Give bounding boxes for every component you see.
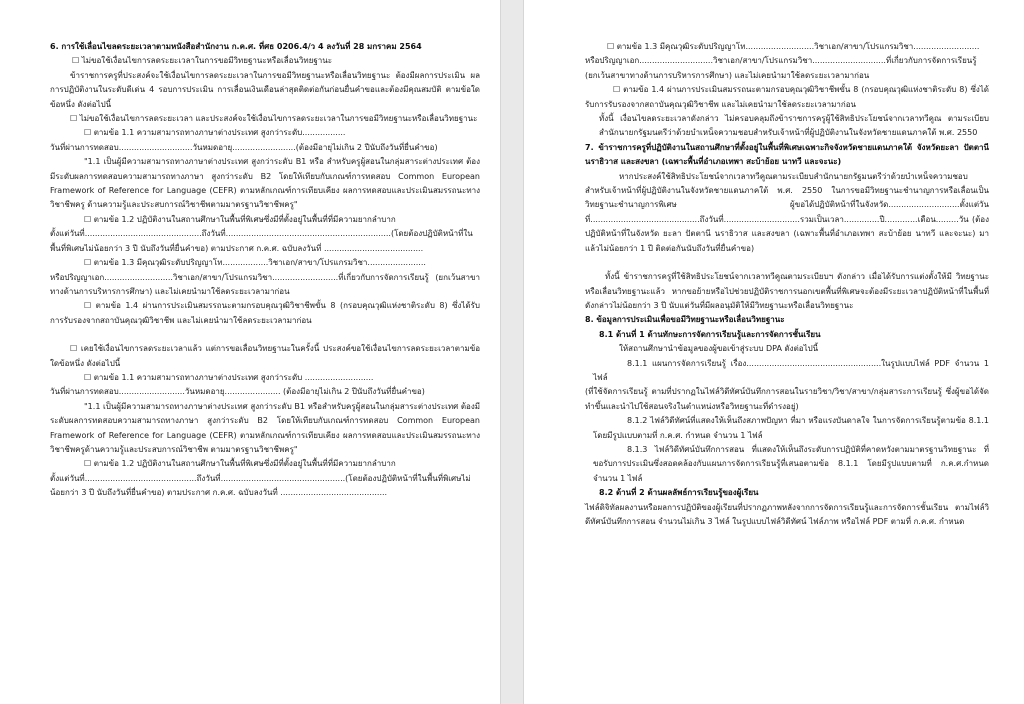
section-heading: 8. ข้อมูลการประเมินเพื่อขอมีวิทยฐานะหรือเลื่อนวิทยฐานะ [585,315,785,325]
paragraph: 8.1.2 ไฟล์วิดีทัศน์ที่แสดงให้เห็นถึงสภาพปัญหา ที่มา หรือแรงบันดาลใจ ในการจัดการเรียนรู้ตามข้อ 8.1.1 โดยมีรูปแบบตามที่ ก.ค.ศ. กำหนด จำนวน 1 ไฟล์ [593,416,992,440]
paragraph: ตั้งแต่วันที่............................................ถึงวันที่.................................................(โดยต้องปฏิบัติหน้าที่ในพื้นที่พิเศษไม่น้อยกว่า 3 ปี นับถึงวันที่ยื่นคำขอ) ตามประกาศ ก.ค.ศ. ฉบับลงวันที่ .......................................... [50,473,471,498]
paragraph: 8.1.3 ไฟล์วิดีทัศน์บันทึกการสอน ที่แสดงให้เห็นถึงระดับการปฏิบัติที่คาดหวังตามมาตรฐานวิทยฐานะ ที่ขอรับการประเมินซึ่งสอดคล้องกับแผนการจัดการเรียนรู้ที่เสนอตามข้อ 8.1.1 โดยมีรูปแบบตามที่ ก.ค.ศ.กำหนด จำนวน 1 ไฟล์ [593,444,992,483]
paragraph: ไฟล์ดิจิทัลผลงานหรือผลการปฏิบัติของผู้เรียนที่ปรากฏภาพหลังจากการจัดการเรียนรู้และการจัดการชั้นเรียน ตามไฟล์วิดีทัศน์บันทึกการสอน จำนวนไม่เกิน 3 ไฟล์ ในรูปแบบไฟล์วิดีทัศน์ ไฟล์ภาพ หรือไฟล์ PDF ตามที่ ก.ค.ศ. กำหนด [585,502,989,526]
paragraph: ☐ ตามข้อ 1.4 ผ่านการประเมินสมรรถนะตามกรอบคุณวุฒิวิชาชีพขั้น 8 (กรอบคุณวุฒิแห่งชาติระดับ 8) ซึ่งได้รับการรับรองจากสถาบันคุณวุฒิวิชาชีพ และไม่เคยนำมาใช้ลดระยะเวลามาก่อน [50,301,480,325]
paragraph: ทั้งนี้ ข้าราชการครูที่ใช้สิทธิประโยชน์จากเวลาทวีคูณตามระเบียบฯ ดังกล่าว เมื่อได้รับการแต่งตั้งให้มี วิทยฐานะหรือเลื่อนวิทยฐานะแล้ว หากขอย้ายหรือไปช่วยปฏิบัติราชการนอกเขตพื้นที่พิเศษจะต้องมีระยะเวลาปฏิบัติหน้าที่ในพื้นที่ดังกล่าวไม่น้อยกว่า 3 ปี นับแต่วันที่มีผลอนุมัติให้มีวิทยฐานะหรือเลื่อนวิทยฐานะ [585,272,989,310]
paragraph: "1.1 เป็นผู้มีความสามารถทางภาษาต่างประเทศ สูงกว่าระดับ B1 หรือ สำหรับครูผู้สอนในกลุ่มสาระต่างประเทศ ต้องมีระดับผลการทดสอบความสามารถทางภาษา สูงกว่าระดับ B2 โดยให้เทียบกับเกณฑ์การทดสอบ Common European Framework of Reference for Language (CEFR) ตามหลักเกณฑ์การเทียบเคียง ผลการทดสอบและประเมินสมรรถนะทางวิชาชีพครู ด้านความรู้และประสบการณ์วิชาชีพตามมาตรฐานวิชาชีพครู" [50,157,483,210]
paragraph: (ที่ใช้จัดการเรียนรู้ ตามที่ปรากฏในไฟล์วิดีทัศน์บันทึกการสอนในรายวิชา/วิชา/สาขา/กลุ่มสาระการเรียนรู้ ซึ่งผู้ขอได้จัดทำขึ้นและนำไปใช้สอนจริงในตำแหน่งหรือวิทยฐานะที่ดำรงอยู่) [585,387,989,411]
paragraph: หรือปริญญาเอก.............................วิชาเอก/สาขา/โปรแกรมวิชา.............................ที่เกี่ยวกับการจัดการเรียนรู้ (ยกเว้นสาขาทางด้านการบริหารการศึกษา) และไม่เคยนำมาใช้ลดระยะเวลามาก่อน [585,56,980,80]
paragraph: หรือปริญญาเอก...........................วิชาเอก/สาขา/โปรแกรมวิชา..........................ที่เกี่ยวกับการจัดการเรียนรู้ (ยกเว้นสาขาทางด้านการบริหารการศึกษา) และไม่เคยนำมาใช้ลดระยะเวลามาก่อน [50,272,480,296]
paragraph: วันที่ผ่านการทดสอบ.............................วันหมดอายุ.........................(ต้องมีอายุไม่เกิน 2 ปีนับถึงวันที่ยื่นคำขอ) [50,142,438,152]
paragraph: ตั้งแต่วันที่..............................................ถึงวันที่.................................................................(โดยต้องปฏิบัติหน้าที่ในพื้นที่พิเศษไม่น้อยกว่า 3 ปี นับถึงวันที่ยื่นคำขอ) ตามประกาศ ก.ค.ศ. ฉบับลงวันที่ ....................................... [50,229,473,253]
paragraph: วันที่ผ่านการทดสอบ..........................วันหมดอายุ...................... (ต้องมีอายุไม่เกิน 2 ปีนับถึงวันที่ยื่นคำขอ) [50,387,425,397]
paragraph: ☐ ตามข้อ 1.3 มีคุณวุฒิระดับปริญญาโท...........................วิชาเอก/สาขา/โปรแกรมวิชา.......................... [607,42,980,51]
paragraph: ☐ ไม่ขอใช้เงื่อนไขการลดระยะเวลา และประสงค์จะใช้เงื่อนไขการลดระยะเวลาในการขอมีวิทยฐานะหรือเลื่อนวิทยฐานะ [70,114,478,124]
blank-line [50,328,480,342]
page-gutter [500,0,524,704]
paragraph: ☐ ตามข้อ 1.2 ปฏิบัติงานในสถานศึกษาในพื้นที่พิเศษซึ่งมีที่ตั้งอยู่ในพื้นที่ที่มีความยากลำบาก [84,214,396,224]
section-heading: 7. ข้าราชการครูที่ปฏิบัติงานในสถานศึกษาที่ตั้งอยู่ในพื้นที่พิเศษเฉพาะกิจจังหวัดชายแดนภาคใต้ จังหวัดยะลา ปัตตานี นราธิวาส และสงขลา (เฉพาะพื้นที่อำเภอเทพา สะบ้าย้อย นาทวี และจะนะ) [585,142,992,167]
paragraph: ☐ ไม่ขอใช้เงื่อนไขการลดระยะเวลาในการขอมีวิทยฐานะหรือเลื่อนวิทยฐานะ [72,56,333,66]
paragraph: 8.2 ด้านที่ 2 ด้านผลลัพธ์การเรียนรู้ของผู้เรียน [599,488,759,498]
document-page-right [585,40,992,704]
paragraph: ให้สถานศึกษานำข้อมูลของผู้ขอเข้าสู่ระบบ DPA ดังต่อไปนี้ [619,344,819,354]
paragraph: หากประสงค์ใช้สิทธิประโยชน์จากเวลาทวีคูณตามระเบียบสำนักนายกรัฐมนตรีว่าด้วยบำเหน็จความชอบสำหรับเจ้าหน้าที่ผู้ปฏิบัติงานในจังหวัดชายแดนภาคใต้ พ.ศ. 2550 ในการขอมีวิทยฐานะชำนาญการหรือเลื่อนเป็นวิทยฐานะชำนาญการพิเศษ ผู้ขอได้ปฏิบัติหน้าที่ในจังหวัด............................ตั้งแต่วันที่...........................................ถึงวันที่..............................รวมเป็นเวลา..............ปี.............เดือน.........วัน (ต้องปฏิบัติหน้าที่ในจังหวัด ยะลา ปัตตานี นราธิวาส และสงขลา (เฉพาะพื้นที่อำเภอเทพา สะบ้าย้อย นาทวี และจะนะ) มาแล้วไม่น้อยกว่า 1 ปี ติดต่อกันนับถึงวันที่ยื่นคำขอ) [585,171,989,253]
section-heading: 6. การใช้เลื่อนไขลดระยะเวลาตามหนังสือสำนักงาน ก.ค.ศ. ที่ศธ 0206.4/ว 4 ลงวันที่ 28 มกราคม 2564 [50,42,422,51]
paragraph: ☐ ตามข้อ 1.4 ผ่านการประเมินสมรรถนะตามกรอบคุณวุฒิวิชาชีพขั้น 8 (กรอบคุณวุฒิแห่งชาติระดับ 8) ซึ่งได้รับการรับรองจากสถาบันคุณวุฒิวิชาชีพ และไม่เคยนำมาใช้ลดระยะเวลามาก่อน [585,85,989,109]
paragraph: ข้าราชการครูที่ประสงค์จะใช้เงื่อนไขการลดระยะเวลาในการขอมีวิทยฐานะหรือเลื่อนวิทยฐานะ ต้องมีผลการประเมิน ผลการปฏิบัติงานในระดับดีเด่น 4 รอบการประเมิน การเลื่อนเงินเดือนล่าสุดติดต่อกันก่อนยื่นคำขอและต้องมีคุณสมบัติ ตามข้อใดข้อหนึ่ง ดังต่อไปนี้ [50,70,480,109]
paragraph: ☐ ตามข้อ 1.3 มีคุณวุฒิระดับปริญญาโท..................วิชาเอก/สาขา/โปรแกรมวิชา....................... [84,258,426,268]
paragraph: ☐ ตามข้อ 1.2 ปฏิบัติงานในสถานศึกษาในพื้นที่พิเศษซึ่งมีที่ตั้งอยู่ในพื้นที่ที่มีความยากลำบาก [84,459,396,469]
paragraph: ทั้งนี้ เงื่อนไขลดระยะเวลาดังกล่าว ไม่ครอบคลุมถึงข้าราชการครูผู้ใช้สิทธิประโยชน์จากเวลาทวีคูณ ตามระเบียบสำนักนายกรัฐมนตรีว่าด้วยบำเหน็จความชอบสำหรับเจ้าหน้าที่ผู้ปฏิบัติงานในจังหวัดชายแดนภาคใต้ พ.ศ. 2550 [599,114,989,138]
paragraph: 8.1 ด้านที่ 1 ด้านทักษะการจัดการเรียนรู้และการจัดการชั้นเรียน [599,329,821,339]
paragraph: ☐ ตามข้อ 1.1 ความสามารถทางภาษาต่างประเทศ สูงกว่าระดับ ........................... [84,372,374,382]
blank-line [585,256,989,270]
paragraph: 8.1.1 แผนการจัดการเรียนรู้ เรื่อง.....................................................ในรูปแบบไฟล์ PDF จำนวน 1 ไฟล์ [593,358,992,382]
document-page-left [50,40,483,704]
paragraph: ☐ ตามข้อ 1.1 ความสามารถทางภาษาต่างประเทศ สูงกว่าระดับ................. [84,128,346,138]
paragraph: "1.1 เป็นผู้มีความสามารถทางภาษาต่างประเทศ สูงกว่าระดับ B1 หรือสำหรับครูผู้สอนในกลุ่มสาระต่างประเทศ ต้องมีระดับผลการทดสอบความสามารถทางภาษา สูงกว่าระดับ B2 โดยให้เทียบกับเกณฑ์การทดสอบ Common European Framework of Reference for Language (CEFR) ตามหลักเกณฑ์การเทียบเคียง ผลการทดสอบและประเมินสมรรถนะทางวิชาชีพครูด้านความรู้และประสบการณ์วิชาชีพ ตามมาตรฐานวิชาชีพครู" [50,401,483,454]
paragraph: ☐ เคยใช้เงื่อนไขการลดระยะเวลาแล้ว แต่การขอเลื่อนวิทยฐานะในครั้งนี้ ประสงค์ขอใช้เงื่อนไขการลดระยะเวลาตามข้อใดข้อหนึ่ง ดังต่อไปนี้ [50,344,480,368]
